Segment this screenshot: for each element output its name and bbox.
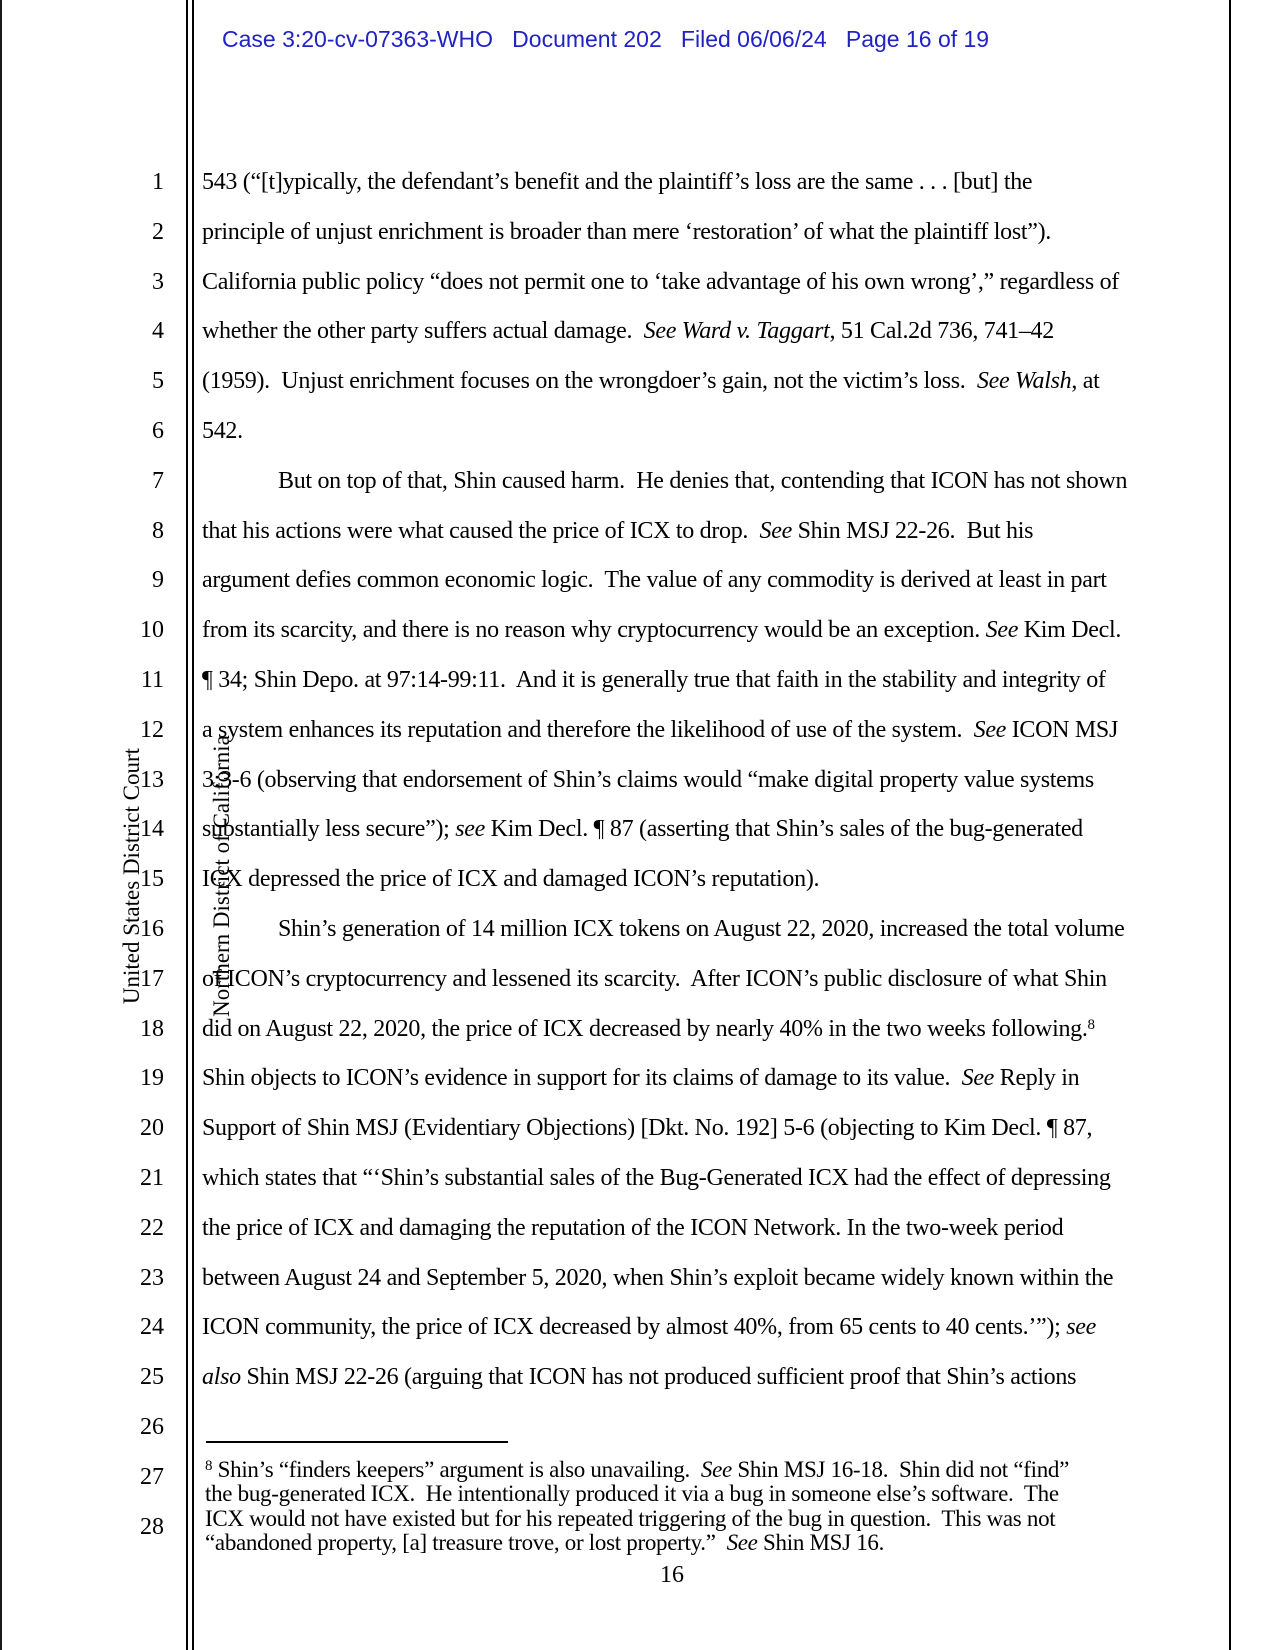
page-left-edge-line	[0, 0, 2, 1650]
body-line-10: from its scarcity, and there is no reason why cryptocurrency would be an exception. See Kim Decl.	[202, 617, 1122, 644]
line-number: 28	[140, 1513, 164, 1540]
body-line-4: whether the other party suffers actual damage. See Ward v. Taggart, 51 Cal.2d 736, 741–42	[202, 318, 1054, 345]
court-name-line1: United States District Court	[119, 747, 144, 1005]
body-line-23: between August 24 and September 5, 2020, when Shin’s exploit became widely known within the	[202, 1264, 1114, 1291]
line-number: 26	[140, 1414, 164, 1440]
line-number: 17	[140, 965, 164, 992]
footnote-line-1: $^8$ Shin’s “finders keepers” argument is also unavailing. See Shin MSJ 16-18. Shin did not “find”	[205, 1457, 1070, 1482]
case-caption-header: Case 3:20-cv-07363-WHO Document 202 Filed 06/06/24 Page 16 of 19	[222, 26, 990, 52]
footnote-line-4: “abandoned property, [a] treasure trove, or lost property.” See Shin MSJ 16.	[205, 1529, 885, 1555]
body-line-25: also Shin MSJ 22-26 (arguing that ICON has not produced sufficient proof that Shin’s actions	[202, 1364, 1077, 1391]
line-number: 4	[152, 318, 164, 345]
line-number: 9	[152, 567, 164, 594]
body-line-12: a system enhances its reputation and therefore the likelihood of use of the system. See ICON MSJ	[202, 716, 1119, 743]
body-line-22: the price of ICX and damaging the reputation of the ICON Network. In the two-week period	[202, 1214, 1064, 1241]
body-line-5: (1959). Unjust enrichment focuses on the wrongdoer’s gain, not the victim’s loss. See Walsh, at	[202, 368, 1100, 395]
body-line-7: But on top of that, Shin caused harm. He denies that, contending that ICON has not shown	[278, 467, 1128, 494]
line-number: 24	[140, 1314, 164, 1341]
body-line-9: argument defies common economic logic. The value of any commodity is derived at least in part	[202, 567, 1107, 594]
footnote-line-3: ICX would not have existed but for his repeated triggering of the bug in question. This was not	[205, 1505, 1056, 1531]
line-number: 11	[140, 667, 164, 693]
line-number: 23	[140, 1264, 164, 1291]
line-number: 22	[140, 1214, 164, 1241]
line-number: 6	[152, 418, 164, 444]
line-number: 7	[152, 467, 164, 494]
line-number: 16	[140, 916, 164, 942]
line-number: 25	[140, 1364, 164, 1391]
body-line-1: 543 (“[t]ypically, the defendant’s benefit and the plaintiff’s loss are the same . . . [but] the	[202, 169, 1033, 195]
line-number: 13	[140, 766, 164, 793]
body-line-21: which states that “‘Shin’s substantial sales of the Bug-Generated ICX had the effect of depressing	[202, 1165, 1111, 1191]
body-line-24: ICON community, the price of ICX decreased by almost 40%, from 65 cents to 40 cents.’”); see	[202, 1314, 1096, 1341]
body-line-19: Shin objects to ICON’s evidence in support for its claims of damage to its value. See Reply in	[202, 1065, 1080, 1092]
body-line-8: that his actions were what caused the price of ICX to drop. See Shin MSJ 22-26. But his	[202, 517, 1034, 544]
line-number: 27	[140, 1463, 164, 1490]
body-line-6: 542.	[202, 418, 243, 444]
body-line-20: Support of Shin MSJ (Evidentiary Objections) [Dkt. No. 192] 5-6 (objecting to Kim Decl. ¶ 87,	[202, 1115, 1093, 1142]
line-number: 3	[152, 268, 164, 295]
body-line-2: principle of unjust enrichment is broader than mere ‘restoration’ of what the plaintiff lost”).	[202, 218, 1052, 245]
line-number: 12	[140, 716, 164, 743]
line-number: 2	[152, 218, 164, 245]
court-name-line2: Northern District of California	[209, 735, 234, 1017]
line-number: 18	[140, 1015, 164, 1042]
body-line-16: Shin’s generation of 14 million ICX tokens on August 22, 2020, increased the total volume	[278, 916, 1125, 942]
body-line-13: 3:3-6 (observing that endorsement of Shin’s claims would “make digital property value systems	[202, 766, 1094, 793]
line-number: 10	[140, 617, 164, 644]
body-line-14: substantially less secure”); see Kim Decl. ¶ 87 (asserting that Shin’s sales of the bug-generated	[202, 816, 1083, 843]
line-number: 21	[140, 1165, 164, 1191]
line-number: 14	[140, 816, 164, 843]
page-number: 16	[660, 1562, 684, 1588]
body-line-17: of ICON’s cryptocurrency and lessened its scarcity. After ICON’s public disclosure of what Shin	[202, 965, 1107, 992]
pleading-rule-right	[1229, 0, 1231, 1650]
line-number: 1	[152, 169, 164, 195]
body-line-11: ¶ 34; Shin Depo. at 97:14-99:11. And it is generally true that faith in the stability and integrity of	[202, 667, 1106, 693]
body-line-3: California public policy “does not permit one to ‘take advantage of his own wrong’,” regardless of	[202, 268, 1119, 295]
footnote-separator	[206, 1441, 508, 1443]
footnote-line-2: the bug-generated ICX. He intentionally produced it via a bug in someone else’s software. The	[205, 1481, 1059, 1507]
line-number: 19	[140, 1065, 164, 1092]
line-number: 20	[140, 1115, 164, 1142]
body-line-18: did on August 22, 2020, the price of ICX decreased by nearly 40% in the two weeks following.$^8$	[202, 1015, 1095, 1042]
line-number: 5	[152, 368, 164, 395]
body-line-15: ICX depressed the price of ICX and damaged ICON’s reputation).	[202, 866, 820, 893]
line-number: 15	[140, 866, 164, 893]
line-number: 8	[152, 517, 164, 544]
